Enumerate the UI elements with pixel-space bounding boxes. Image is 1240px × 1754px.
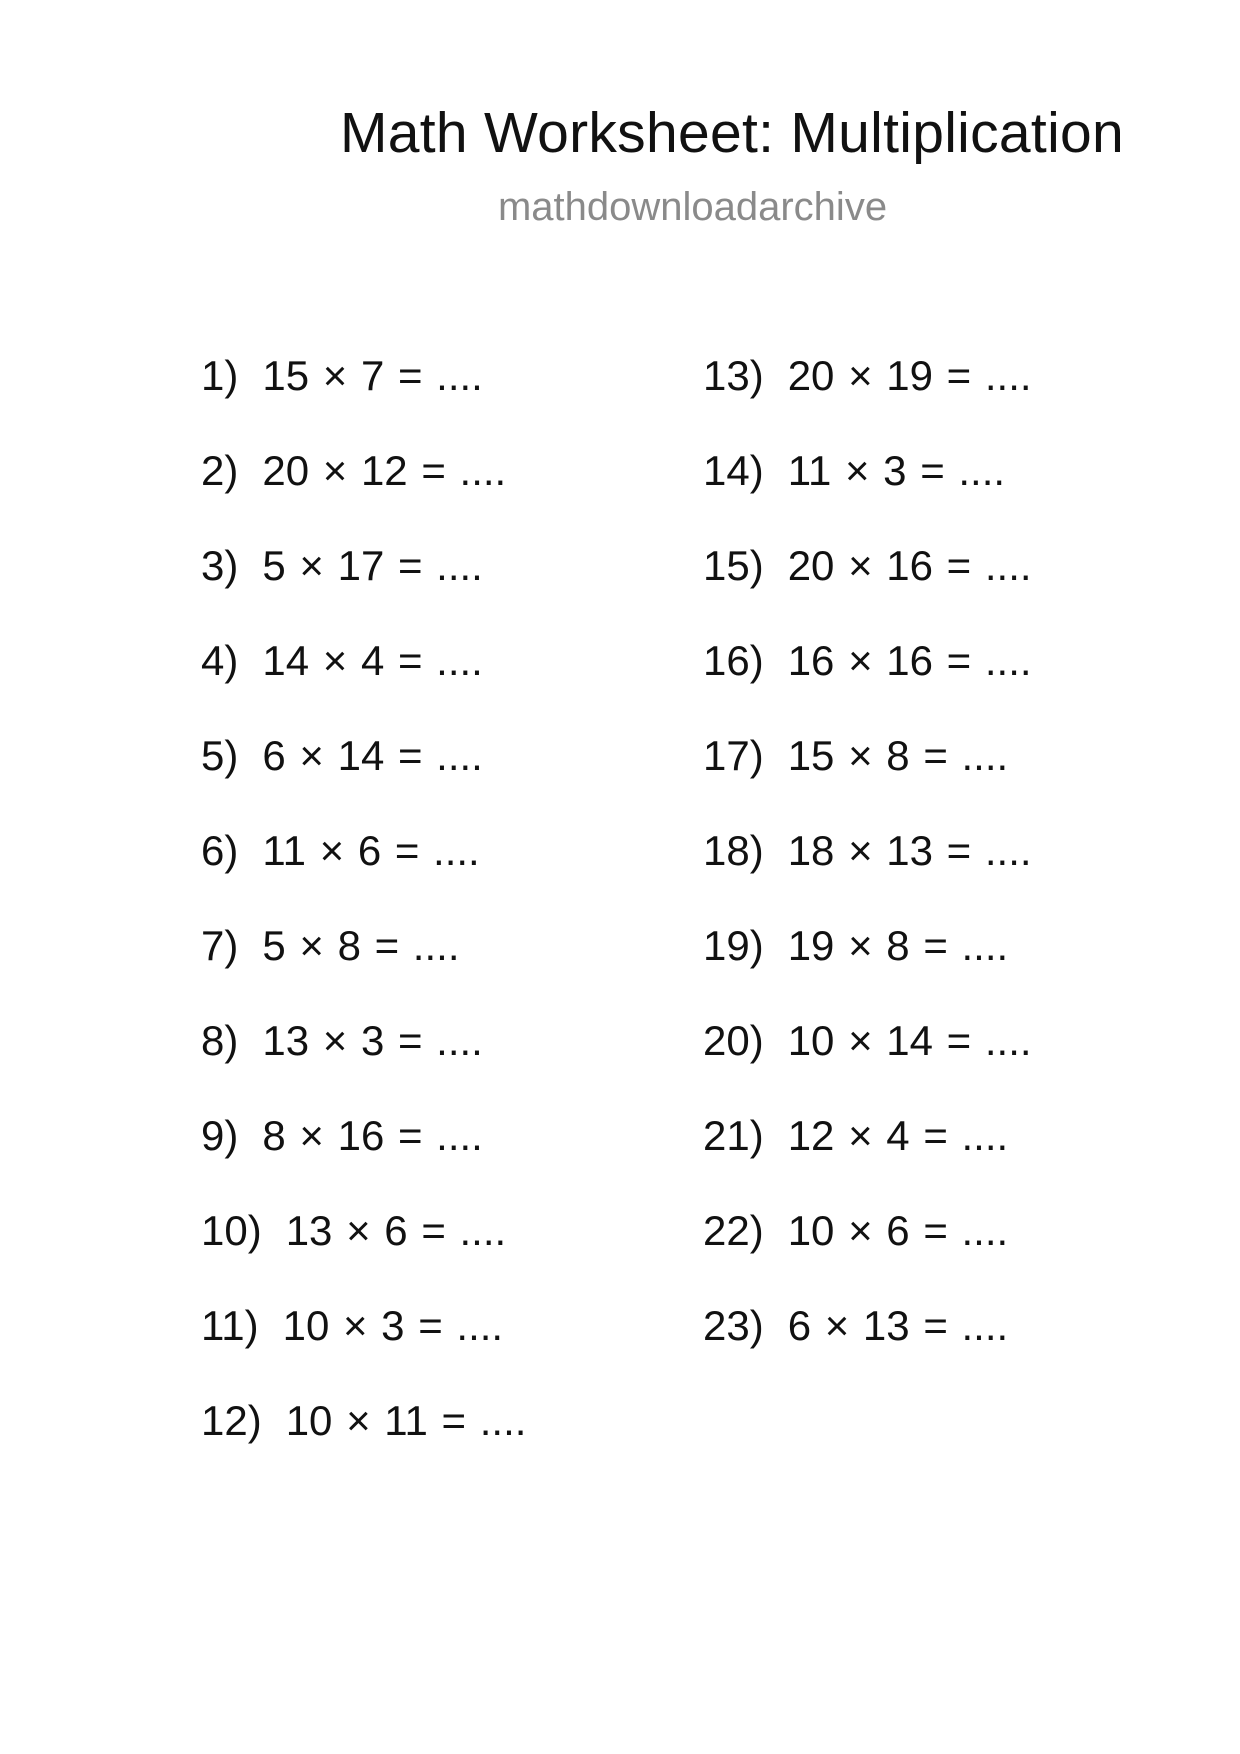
problem-number: 20) [703,1017,764,1064]
problem-number: 13) [703,352,764,399]
problem-expression: 20 × 12 = .... [262,447,507,494]
problem-expression: 13 × 6 = .... [285,1207,507,1254]
problem-item [703,820,1032,915]
problem-expression: 11 × 3 = .... [787,447,1006,494]
problem-expression: 16 × 16 = .... [787,637,1032,684]
problem-number: 17) [703,732,764,779]
problem-number: 8) [201,1017,239,1064]
problem-item [703,440,1032,535]
problem-number: 2) [201,447,239,494]
problem-column-left [201,345,526,1485]
problem-number: 4) [201,637,239,684]
problem-number: 21) [703,1112,764,1159]
problem-item [703,1105,1032,1200]
problem-expression: 5 × 8 = .... [262,922,460,969]
problem-expression: 10 × 6 = .... [787,1207,1009,1254]
problem-expression: 15 × 8 = .... [787,732,1009,779]
problem-expression: 15 × 7 = .... [262,352,483,399]
problem-number: 12) [201,1397,262,1444]
problem-item [703,1200,1032,1295]
problem-number: 14) [703,447,764,494]
problem-item [703,725,1032,820]
problem-number: 15) [703,542,764,589]
problem-expression: 5 × 17 = .... [262,542,483,589]
problem-number: 22) [703,1207,764,1254]
problem-expression: 20 × 19 = .... [787,352,1032,399]
problem-item [703,1010,1032,1105]
problem-expression: 20 × 16 = .... [787,542,1032,589]
problem-number: 16) [703,637,764,684]
problem-item [201,915,526,1010]
problem-item [703,915,1032,1010]
problem-expression: 10 × 11 = .... [285,1397,527,1444]
problem-item [201,1200,526,1295]
problem-expression: 10 × 3 = .... [282,1302,504,1349]
problem-item [201,820,526,915]
worksheet-subtitle: mathdownloadarchive [497,185,888,229]
problem-number: 19) [703,922,764,969]
problem-item [703,630,1032,725]
problem-expression: 18 × 13 = .... [787,827,1032,874]
problem-expression: 11 × 6 = .... [262,827,480,874]
problem-number: 9) [201,1112,239,1159]
problem-number: 1) [201,352,239,399]
problem-item [201,630,526,725]
problem-item [703,1295,1032,1390]
problem-number: 7) [201,922,239,969]
problem-number: 11) [201,1302,259,1349]
problem-item [201,440,526,535]
problem-item [703,535,1032,630]
problem-item [201,345,526,440]
problem-expression: 12 × 4 = .... [787,1112,1009,1159]
problem-expression: 6 × 14 = .... [262,732,483,779]
problem-item [201,1105,526,1200]
problem-column-right [703,345,1032,1390]
problem-item [201,1010,526,1105]
problem-number: 18) [703,827,764,874]
problem-item [703,345,1032,440]
problem-item [201,1295,526,1390]
problem-expression: 13 × 3 = .... [262,1017,483,1064]
problem-item [201,1390,526,1485]
problem-number: 6) [201,827,239,874]
problem-item [201,725,526,820]
problem-number: 5) [201,732,239,779]
problem-expression: 19 × 8 = .... [787,922,1009,969]
problem-number: 23) [703,1302,764,1349]
problem-number: 10) [201,1207,262,1254]
problem-expression: 10 × 14 = .... [787,1017,1032,1064]
problem-expression: 6 × 13 = .... [787,1302,1009,1349]
problem-expression: 8 × 16 = .... [262,1112,483,1159]
worksheet-title: Math Worksheet: Multiplication [339,101,1125,165]
problem-expression: 14 × 4 = .... [262,637,483,684]
problem-item [201,535,526,630]
problem-number: 3) [201,542,239,589]
